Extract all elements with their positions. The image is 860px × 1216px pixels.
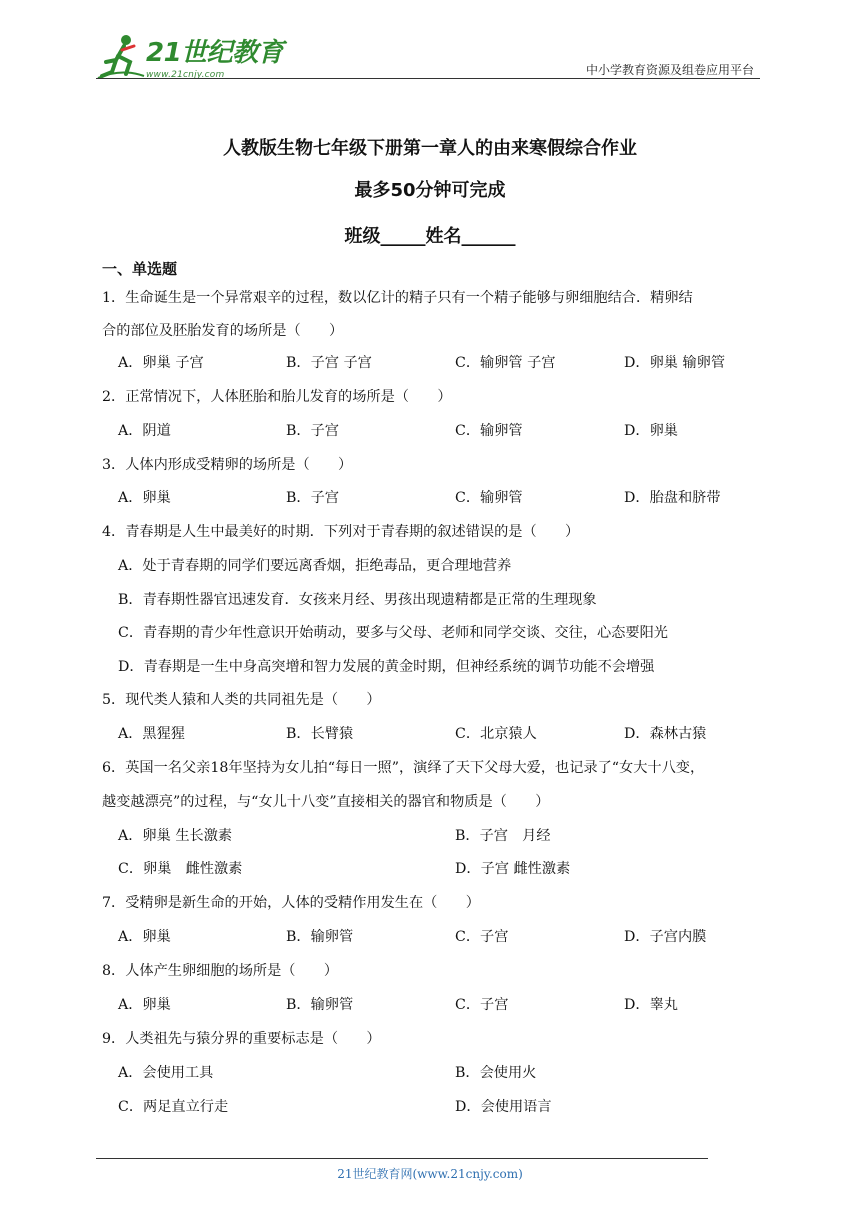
question-1-line-2: 合的部位及胚胎发育的场所是（ ） xyxy=(102,323,344,339)
q5-option-c: C．北京猿人 xyxy=(455,726,537,742)
q9-option-c: C．两足直立行走 xyxy=(118,1099,229,1115)
q8-option-c: C．子宫 xyxy=(455,997,509,1013)
header-divider xyxy=(96,78,760,79)
q6-option-a: A．卵巢 生长激素 xyxy=(118,828,233,844)
q3-option-d: D．胎盘和脐带 xyxy=(624,490,721,506)
q3-option-c: C．输卵管 xyxy=(455,490,523,506)
q3-option-b: B．子宫 xyxy=(286,490,339,506)
class-name-line: 班级_____姓名______ xyxy=(344,226,516,247)
doc-title: 人教版生物七年级下册第一章人的由来寒假综合作业 xyxy=(223,138,637,159)
footer-divider xyxy=(96,1158,708,1159)
q9-option-d: D．会使用语言 xyxy=(455,1099,552,1115)
q1-option-c: C．输卵管 子宫 xyxy=(455,355,556,371)
q2-option-b: B．子宫 xyxy=(286,423,339,439)
question-8-line-1: 8．人体产生卵细胞的场所是（ ） xyxy=(102,963,339,979)
question-6-line-1: 6．英国一名父亲18年坚持为女儿拍“每日一照”，演绎了天下父母大爱，也记录了“女大十八变， xyxy=(102,760,705,776)
question-9-line-1: 9．人类祖先与猿分界的重要标志是（ ） xyxy=(102,1031,381,1047)
q2-option-c: C．输卵管 xyxy=(455,423,523,439)
q4-option-b: B．青春期性器官迅速发育．女孩来月经、男孩出现遗精都是正常的生理现象 xyxy=(118,592,597,608)
q7-option-c: C．子宫 xyxy=(455,929,509,945)
question-6-line-2: 越变越漂亮”的过程，与“女儿十八变”直接相关的器官和物质是（ ） xyxy=(102,794,550,810)
q8-option-d: D．睾丸 xyxy=(624,997,678,1013)
q5-option-d: D．森林古猿 xyxy=(624,726,707,742)
q6-option-d: D．子宫 雌性激素 xyxy=(455,861,571,877)
doc-subtitle: 最多50分钟可完成 xyxy=(354,180,506,201)
page-header xyxy=(96,30,760,82)
q4-option-a: A．处于青春期的同学们要远离香烟，拒绝毒品，更合理地营养 xyxy=(118,558,512,574)
q1-option-d: D．卵巢 输卵管 xyxy=(624,355,726,371)
q6-option-b: B．子宫 月经 xyxy=(455,828,551,844)
header-platform-text: 中小学教育资源及组卷应用平台 xyxy=(585,63,754,77)
question-7-line-1: 7．受精卵是新生命的开始，人体的受精作用发生在（ ） xyxy=(102,895,480,911)
q8-option-b: B．输卵管 xyxy=(286,997,354,1013)
q1-option-b: B．子宫 子宫 xyxy=(286,355,372,371)
q9-option-a: A．会使用工具 xyxy=(118,1065,214,1081)
q2-option-d: D．卵巢 xyxy=(624,423,678,439)
question-1-line-1: 1．生命诞生是一个异常艰辛的过程，数以亿计的精子只有一个精子能够与卵细胞结合．精卵结 xyxy=(102,290,693,306)
footer-link[interactable]: 21世纪教育网(www.21cnjy.com) xyxy=(337,1167,523,1181)
question-3-line-1: 3．人体内形成受精卵的场所是（ ） xyxy=(102,457,353,473)
runner-icon xyxy=(96,32,146,80)
q6-option-c: C．卵巢 雌性激素 xyxy=(118,861,243,877)
q8-option-a: A．卵巢 xyxy=(118,997,171,1013)
question-2-line-1: 2．正常情况下，人体胚胎和胎儿发育的场所是（ ） xyxy=(102,389,452,405)
q5-option-b: B．长臂猿 xyxy=(286,726,354,742)
q4-option-c: C．青春期的青少年性意识开始萌动，要多与父母、老师和同学交谈、交往，心态要阳光 xyxy=(118,625,668,641)
q7-option-d: D．子宫内膜 xyxy=(624,929,707,945)
q5-option-a: A．黑猩猩 xyxy=(118,726,185,742)
question-5-line-1: 5．现代类人猿和人类的共同祖先是（ ） xyxy=(102,692,381,708)
q7-option-b: B．输卵管 xyxy=(286,929,354,945)
q2-option-a: A．阴道 xyxy=(118,423,171,439)
section-heading: 一、单选题 xyxy=(102,260,178,278)
q7-option-a: A．卵巢 xyxy=(118,929,171,945)
q9-option-b: B．会使用火 xyxy=(455,1065,537,1081)
logo-url: www.21cnjy.com xyxy=(146,70,225,80)
logo-text: 21世纪教育 xyxy=(146,38,284,68)
site-logo xyxy=(96,32,296,80)
q4-option-d: D．青春期是一生中身高突增和智力发展的黄金时期，但神经系统的调节功能不会增强 xyxy=(118,659,655,675)
question-4-line-1: 4．青春期是人生中最美好的时期．下列对于青春期的叙述错误的是（ ） xyxy=(102,524,580,540)
q1-option-a: A．卵巢 子宫 xyxy=(118,355,204,371)
q3-option-a: A．卵巢 xyxy=(118,490,171,506)
